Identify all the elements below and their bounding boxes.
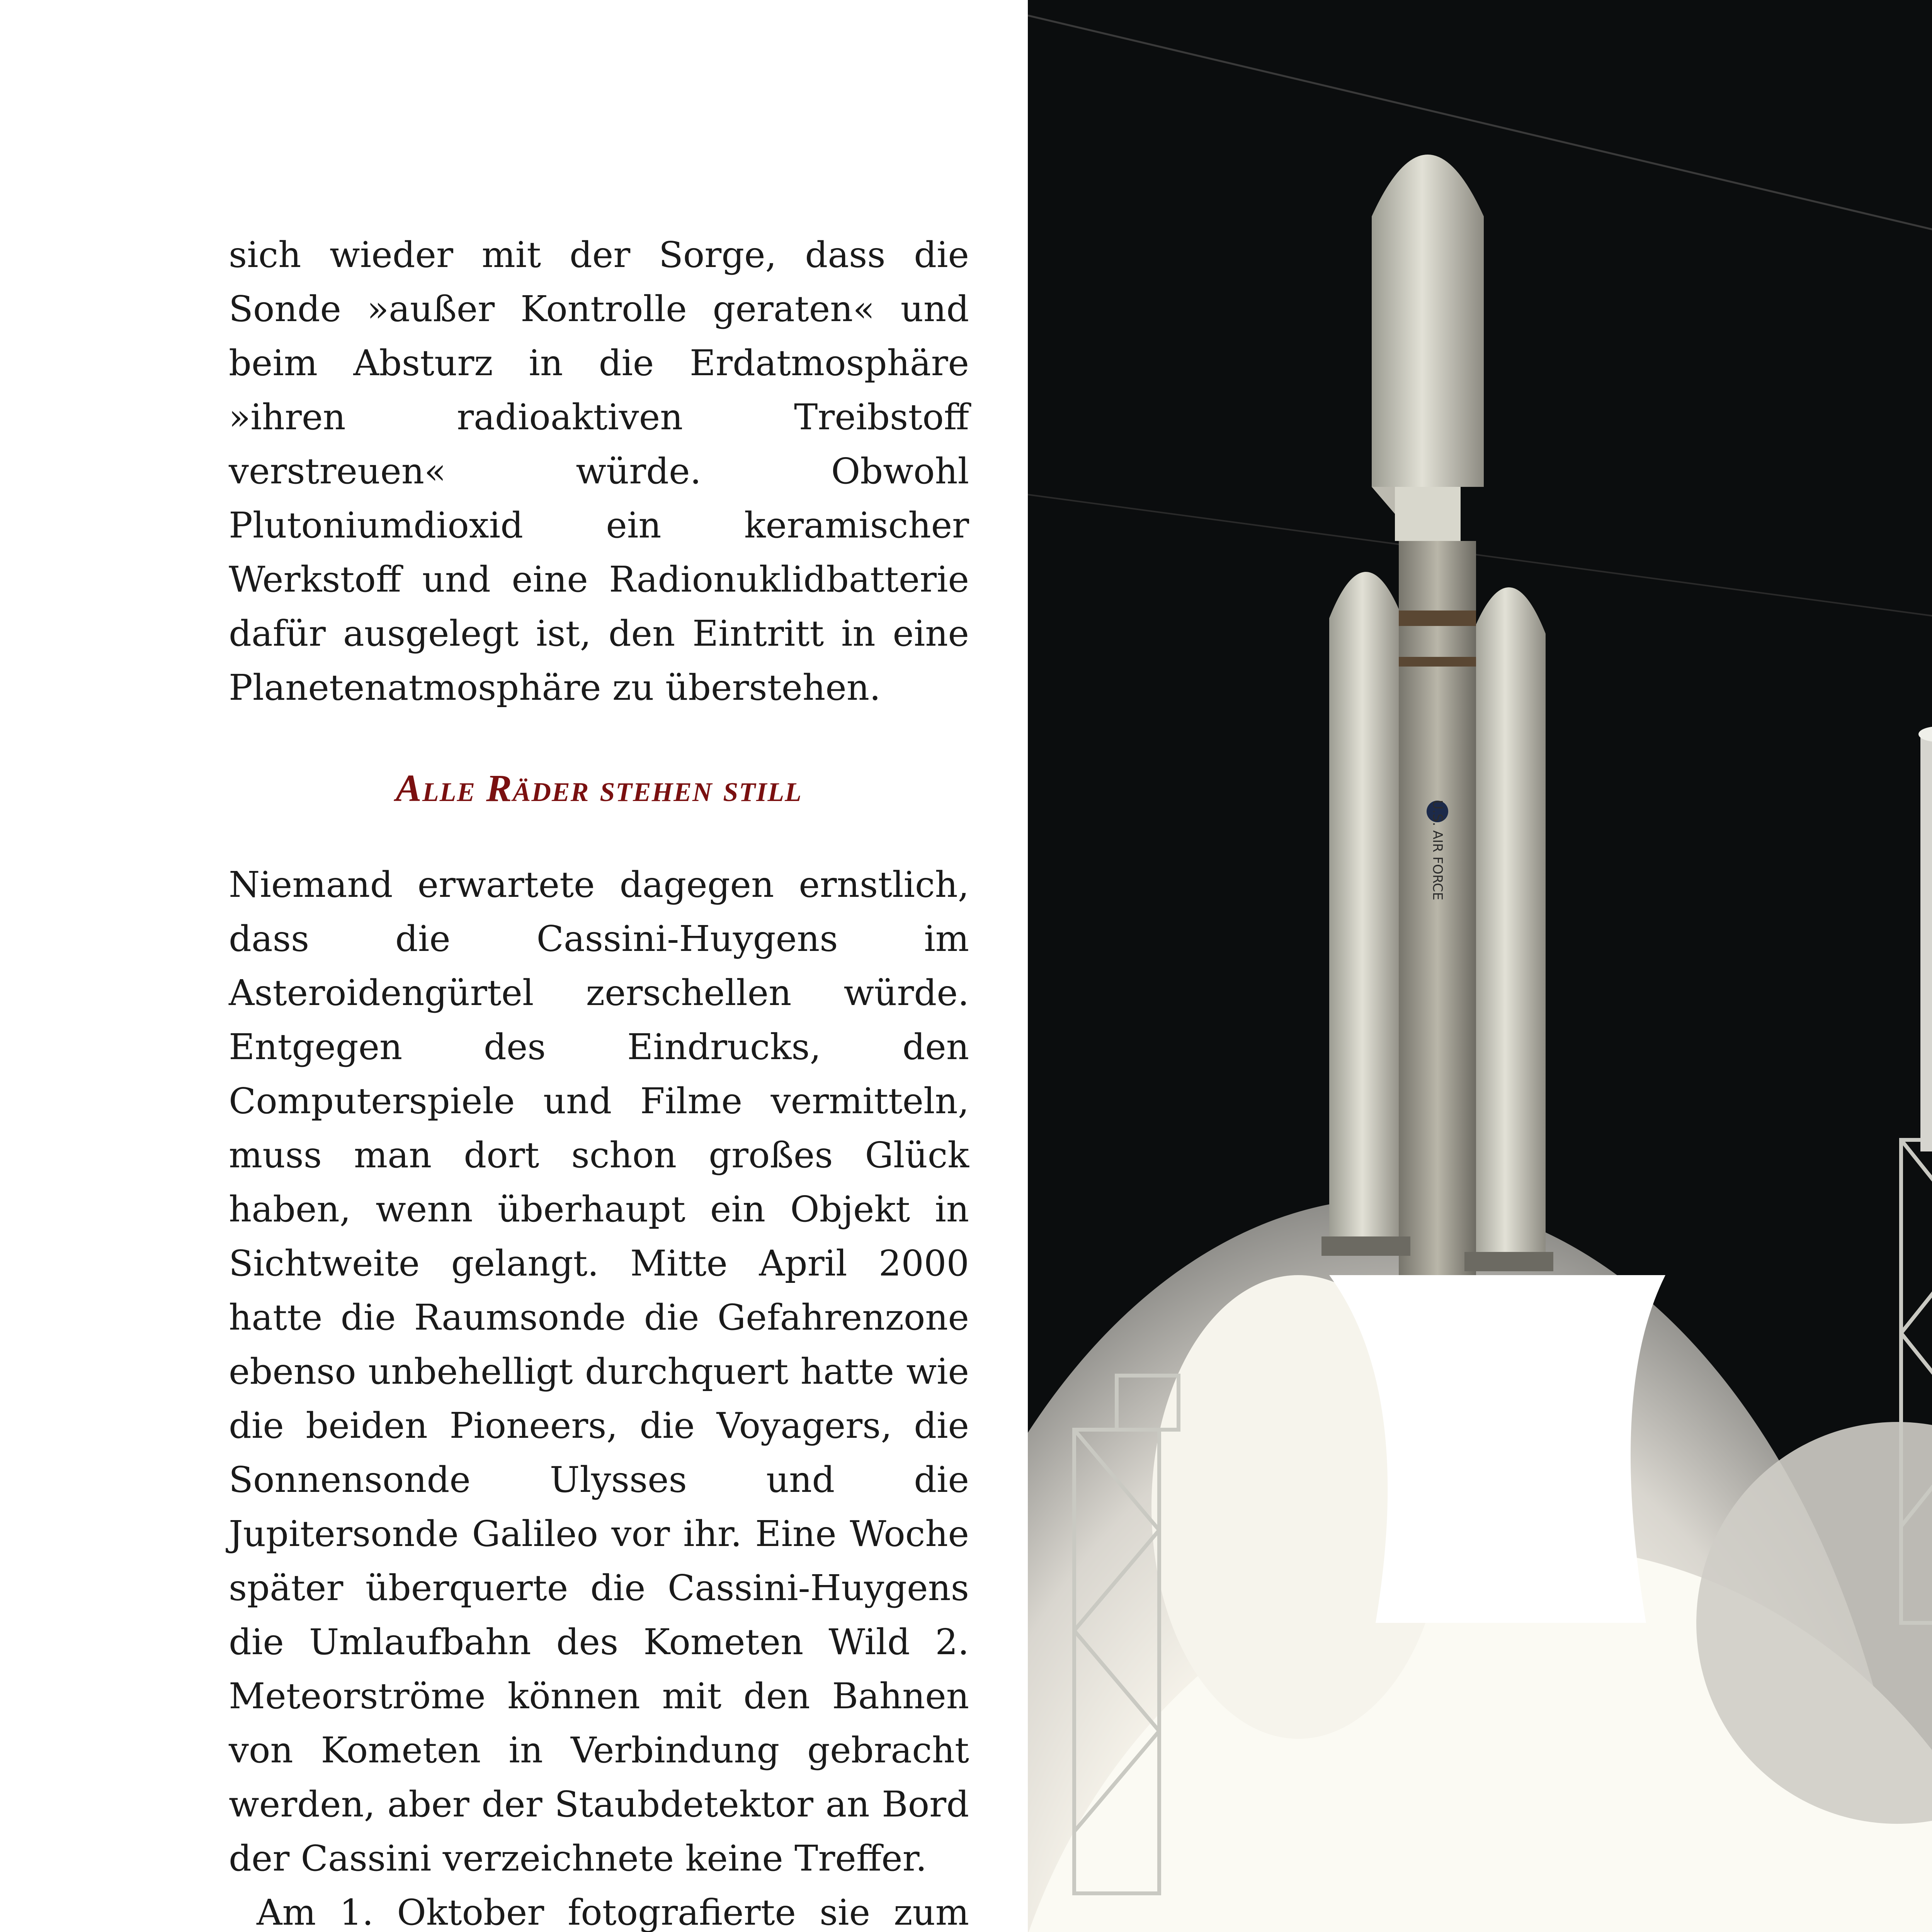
paragraph-2: Niemand erwartete dagegen ernstlich, dass die Cassini-Huygens im Asteroidengürtel zerschellen würde. Entgegen des Eindrucks, den Computerspiele und Filme vermitteln, muss man dort schon großes Glück haben, wenn überhaupt ein Objekt in Sichtweite gelangt. Mitte April 2000 hatte die Raumsonde die Gefahrenzone ebenso unbehelligt durchquert hatte wie die beiden Pioneers, die Voyagers, die Sonnensonde Ulysses und die Jupitersonde Galileo vor ihr. Eine Woche später überquerte die Cassini-Huygens die Umlaufbahn des Kometen Wild 2. Meteorströme können mit den Bahnen von Kometen in Verbindung gebracht werden, aber der Staubdetektor an Bord der Cassini verzeichnete keine Treffer. <box>229 864 969 1879</box>
text-column <box>229 228 969 1932</box>
rocket-launch-illustration <box>1028 0 1932 1932</box>
rocket-marking: U.S. AIR FORCE <box>1430 799 1445 901</box>
paragraph-1: sich wieder mit der Sorge, dass die Sonde »außer Kontrolle geraten« und beim Absturz in die Erdatmosphäre »ihren radioaktiven Treibstoff verstreuen« würde. Obwohl Plutoniumdioxid ein keramischer Werkstoff und eine Radionuklidbatterie dafür ausgelegt ist, den Eintritt in eine Planetenatmosphäre zu überstehen. <box>229 234 969 708</box>
section-heading: Alle Räder stehen still <box>396 767 802 810</box>
paragraph-3: Am 1. Oktober fotografierte sie zum <box>257 1892 969 1932</box>
rocket-launch-photo <box>1028 0 1932 1932</box>
